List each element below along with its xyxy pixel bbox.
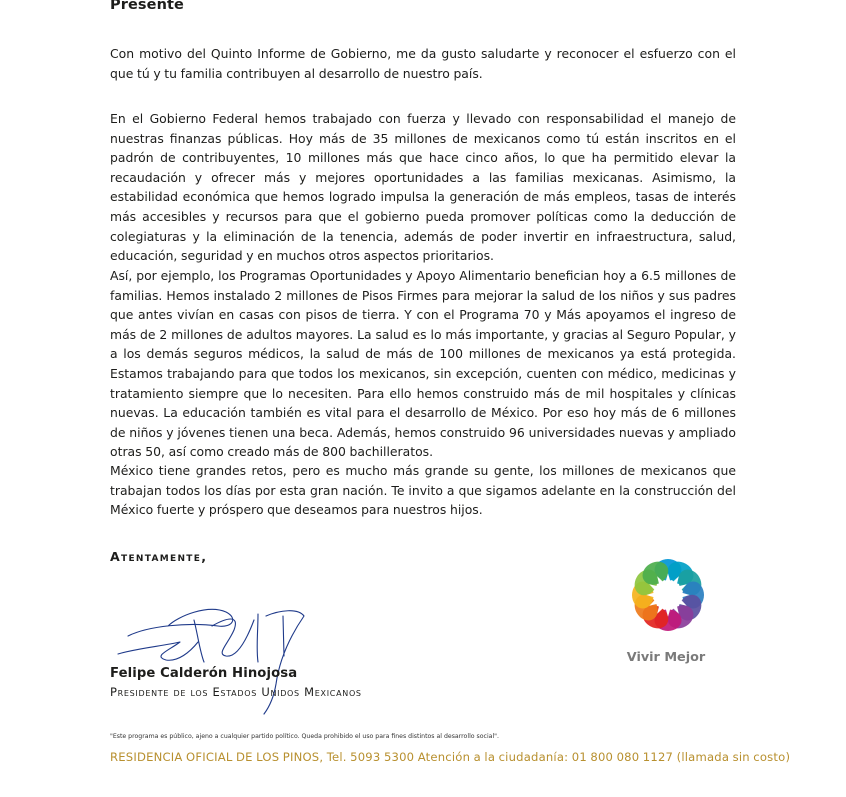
logo-label: Vivir Mejor (626, 650, 706, 665)
salutation: Presente (110, 0, 184, 13)
signer-title: Presidente de los Estados Unidos Mexicanos (110, 685, 362, 699)
vivir-mejor-logo-icon (623, 550, 713, 640)
footer-address: RESIDENCIA OFICIAL DE LOS PINOS, Tel. 5093 5300 Atención a la ciudadanía: 01 800 080 1127 (llamada sin costo) (110, 750, 791, 764)
paragraph-conclusion: México tiene grandes retos, pero es mucho más grande su gente, los millones de mexicanos que trabajan todos los días por esta gran nación. Te invito a que sigamos adelante en la construcción del México fuerte y próspero que deseamos para nuestros hijos. (110, 463, 736, 518)
closing: Atentamente, (110, 549, 208, 564)
disclaimer: "Este programa es público, ajeno a cualquier partido político. Queda prohibido el uso para fines distintos al desarrollo social". (110, 733, 499, 740)
paragraph-intro: Con motivo del Quinto Informe de Gobierno, me da gusto saludarte y reconocer el esfuerzo con el que tú y tu familia contribuyen al desarrollo de nuestro país. (110, 46, 736, 81)
paragraph-finances: En el Gobierno Federal hemos trabajado con fuerza y llevado con responsabilidad el manejo de nuestras finanzas públicas. Hoy más de 35 millones de mexicanos como tú están inscritos en el padrón de contribuyentes, 10 millones más que hace cinco años, lo que ha permitido elevar la recaudación y ofrecer más y mejores oportunidades a las familias mexicanas. Asimismo, la estabilidad económica que hemos logrado impulsa la generación de más empleos, tasas de interés más accesibles y recursos para que el gobierno pueda promover políticas como la deducción de colegiaturas y la eliminación de la tenencia, además de poder invertir en infraestructura, salud, educación, seguridad y en muchos otros aspectos prioritarios. (110, 111, 736, 264)
paragraph-programs: Así, por ejemplo, los Programas Oportunidades y Apoyo Alimentario benefician hoy a 6.5 millones de familias. Hemos instalado 2 millones de Pisos Firmes para mejorar la salud de los niños y sus padres que antes vivían en casas con pisos de tierra. Y con el Programa 70 y Más apoyamos el ingreso de más de 2 millones de adultos mayores. La salud es lo más importante, y gracias al Seguro Popular, y a los demás seguros médicos, la salud de más de 100 millones de mexicanos ya está protegida. Estamos trabajando para que todos los mexicanos, sin excepción, cuenten con médico, medicinas y tratamiento siempre que lo necesiten. Para ello hemos construido más de mil hospitales y clínicas nuevas. La educación también es vital para el desarrollo de México. Por eso hoy más de 6 millones de niños y jóvenes tienen una beca. Además, hemos construido 96 universidades nuevas y ampliado otras 50, así como creado más de 800 bachilleratos. (110, 268, 736, 460)
signer-name: Felipe Calderón Hinojosa (110, 666, 298, 681)
